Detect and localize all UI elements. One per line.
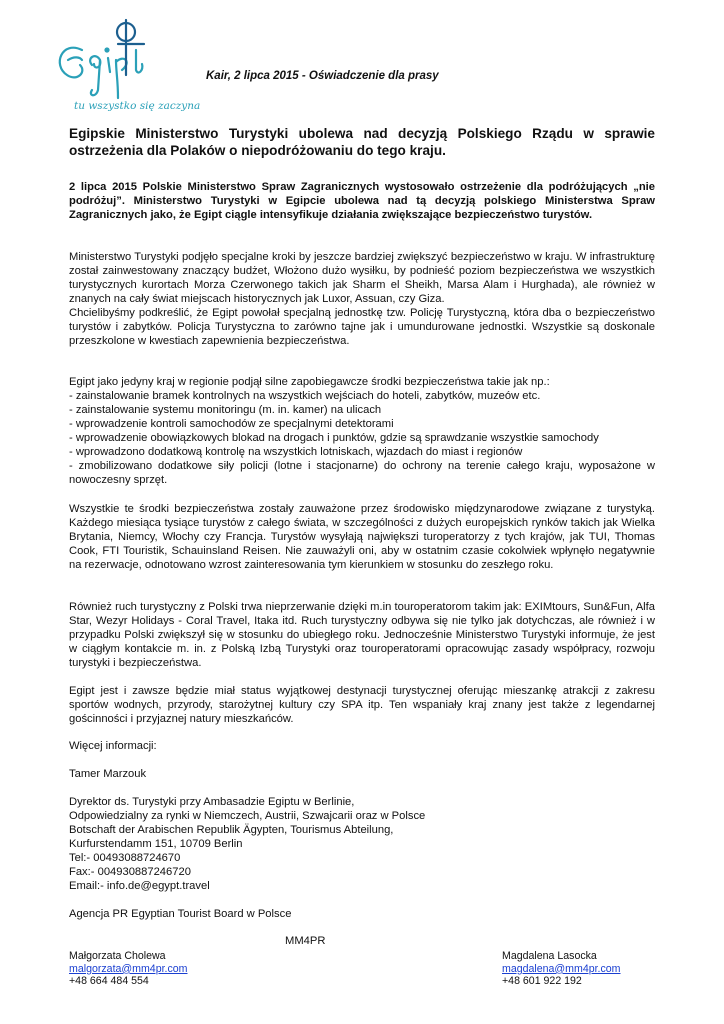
egipt-logo-mark xyxy=(52,10,202,115)
paragraph-international xyxy=(69,502,655,572)
paragraph-destination-text: Egipt jest i zawsze będzie miał status wyjątkowej destynacji turystycznej oferując mieszankę atrakcji z zakresu sportów wodnych, przyrody, starożytnej kultury czy SPA itp. Ten wspaniały kraj znany jest także z legendarnej gościnności i przyjaznej natury mieszkańców. xyxy=(69,685,655,725)
paragraph-poland-text: Również ruch turystyczny z Polski trwa nieprzerwanie dzięki m.in touroperatorom takim jak: EXIMtours, Sun&Fun, Alfa Star, Wezyr Holidays - Coral Travel, Itaka itd. Ruch turystyczny odbywa się nie tylko jak dotychczas, ale również i w przypadku Polski zwiększył się w stosunku do ubiegłego roku. Jednocześnie Ministerstwo Turystyki informuje, że jest w ciągłym kontakcie m. in. z Polską Izbą Turystyki oraz touroperatorami opracowując zasady współpracy, rozwoju turystyki i bezpieczeństwa. xyxy=(69,601,655,669)
list-item: - wprowadzenie obowiązkowych blokad na drogach i punktów, gdzie są sprawdzanie wszystkie samochody xyxy=(69,432,599,444)
egipt-logo xyxy=(52,10,202,115)
contact-email: Email:- info.de@egypt.travel xyxy=(69,880,210,892)
paragraph-infrastructure: Ministerstwo Turystyki podjęło specjalne kroki by jeszcze bardziej zwiększyć bezpieczeństwo w kraju. W infrastrukturę został zainwestowany znaczący budżet, Włożono dużo wysiłku, by podnieść poziom bezpieczeństwa we wszystkich turystycznych kurortach Morza Czerwonego takich jak Sharm el Sheikh, Marsa Alam i Hurghada), ale również w znanych na cały świat miejscach historycznych jak Luxor, Assuan, czy Giza. xyxy=(69,251,655,305)
contact-line: Dyrektor ds. Turystyki przy Ambasadzie Egiptu w Berlinie, xyxy=(69,796,355,808)
agency-line: Agencja PR Egyptian Tourist Board w Polsce xyxy=(69,908,292,920)
logo-tagline: tu wszystko się zaczyna xyxy=(74,100,201,112)
dateline: Kair, 2 lipca 2015 - Oświadczenie dla prasy xyxy=(206,70,439,82)
paragraph-poland xyxy=(69,600,655,670)
paragraph-international-text: Wszystkie te środki bezpieczeństwa zostały zauważone przez środowisko międzynarodowe związane z turystyką. Każdego miesiąca tysiące turystów z całego świata, w szczególności z dużych europejskich rynków takich jak Wielka Brytania, Niemcy, Włochy czy Francja. Turystów wysyłają największi turoperatorzy z tych krajów, jak TUI, Thomas Cook, FTI Touristik, Schauinsland Reisen. Nie zauważyli oni, aby w ostatnim czasie cokolwiek wpłynęło negatywnie na rezerwacje, odnotowano wzrost zainteresowania tym kierunkiem w stosunku do zeszłego roku. xyxy=(69,503,655,571)
paragraph-tourist-police: Chcielibyśmy podkreślić, że Egipt powołał specjalną jednostkę tzw. Policję Turystyczną, która dba o bezpieczeństwo turystów i zabytków. Policja Turystyczna to zarówno tajne jak i umundurowane jednostki. Wszystkie są doskonale przeszkolone w kwestiach zapewnienia bezpieczeństwa. xyxy=(69,307,655,347)
lead-paragraph: 2 lipca 2015 Polskie Ministerstwo Spraw Zagranicznych wystosowało ostrzeżenie dla podróżujących „nie podróżuj”. Ministerstwo Turystyki w Egipcie ubolewa nad tą decyzją polskiego Ministerstwa Spraw Zagranicznych jako, że Egipt ciągle intensyfikuje działania zwiększające bezpieczeństwo turystów. xyxy=(69,181,655,221)
footer-left-name: Małgorzata Cholewa xyxy=(69,950,166,962)
list-item: - zmobilizowano dodatkowe siły policji (lotne i stacjonarne) do ochrony na terenie całego kraju, wyposażone w nowoczesny sprzęt. xyxy=(69,460,655,486)
contact-line: Odpowiedzialny za rynki w Niemczech, Austrii, Szwajcarii oraz w Polsce xyxy=(69,810,426,822)
more-info-label: Więcej informacji: xyxy=(69,740,157,752)
footer-right-phone: +48 601 922 192 xyxy=(502,975,582,988)
contact-phone: Tel:- 00493088724670 xyxy=(69,852,181,864)
footer-right-name: Magdalena Lasocka xyxy=(502,950,597,962)
footer-left-email-link[interactable]: malgorzata@mm4pr.com xyxy=(69,962,188,975)
paragraph-destination xyxy=(69,684,655,726)
paragraph-security-steps xyxy=(69,250,655,348)
contact-details xyxy=(69,795,655,893)
list-item: - wprowadzenie kontroli samochodów ze specjalnymi detektorami xyxy=(69,418,394,430)
contact-fax: Fax:- 004930887246720 xyxy=(69,866,191,878)
footer-contact-right xyxy=(502,950,621,988)
footer-left-phone: +48 664 484 554 xyxy=(69,975,149,988)
list-item: - wprowadzono dodatkową kontrolę na wszystkich lotniskach, wjazdach do miast i regionów xyxy=(69,446,523,458)
list-item: - zainstalowanie bramek kontrolnych na wszystkich wejściach do hoteli, zabytków, muzeów etc. xyxy=(69,390,541,402)
security-measures-list xyxy=(69,375,655,487)
contact-line: Kurfurstendamm 151, 10709 Berlin xyxy=(69,838,243,850)
contact-line: Botschaft der Arabischen Republik Ägypten, Tourismus Abteilung, xyxy=(69,824,394,836)
headline: Egipskie Ministerstwo Turystyki ubolewa nad decyzją Polskiego Rządu w sprawie ostrzeżenia dla Polaków o niepodróżowaniu do tego kraju. xyxy=(69,126,655,158)
agency-name: MM4PR xyxy=(285,935,326,947)
footer-contact-left xyxy=(69,950,188,988)
contact-name: Tamer Marzouk xyxy=(69,768,147,780)
footer-right-email-link[interactable]: magdalena@mm4pr.com xyxy=(502,962,621,975)
list-intro: Egipt jako jedyny kraj w regionie podjął silne zapobiegawcze środki bezpieczeństwa takie jak np.: xyxy=(69,376,550,388)
list-item: - zainstalowanie systemu monitoringu (m. in. kamer) na ulicach xyxy=(69,404,382,416)
